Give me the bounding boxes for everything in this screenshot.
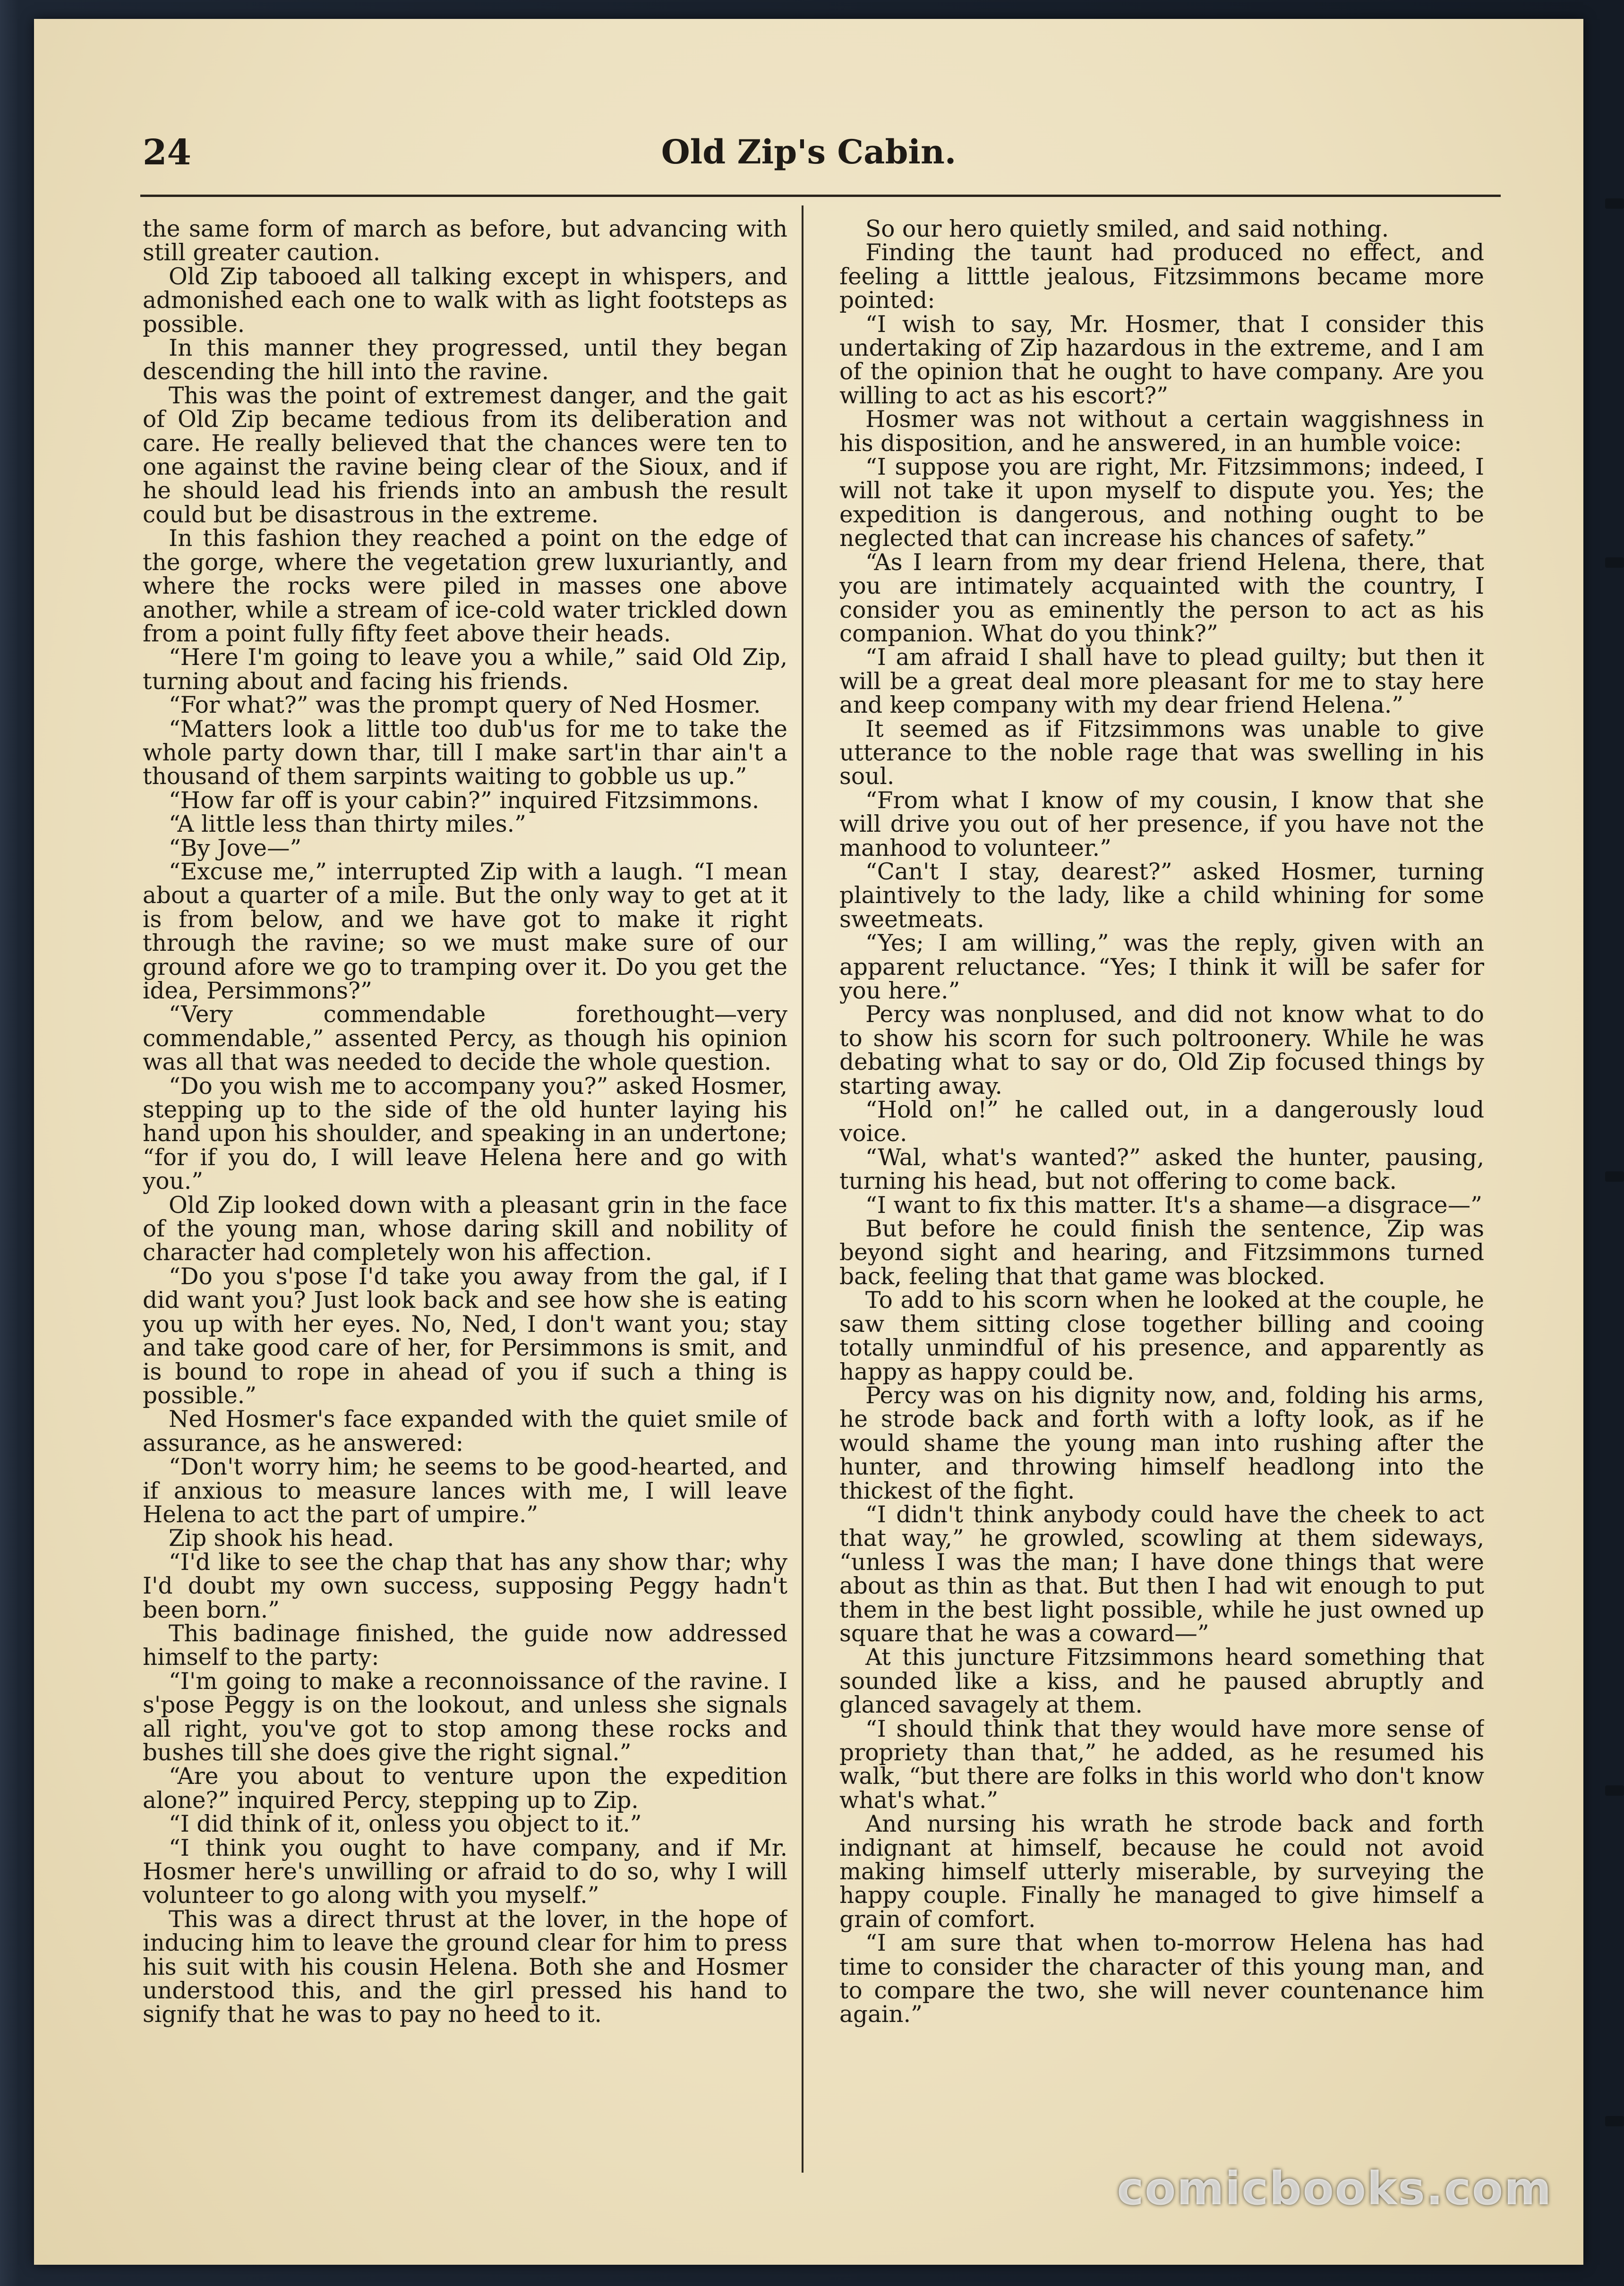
paragraph: “I should think that they would have more sense of propriety than that,” he added, as he resumed his walk, “but there are folks in this world who don't know what's what.” [839,1715,1484,1814]
watermark-logo: comicbooks.com [1117,2162,1552,2215]
paragraph: Ned Hosmer's face expanded with the quiet smile of assurance, as he answered: [143,1406,787,1457]
paragraph: “Here I'm going to leave you a while,” said Old Zip, turning about and facing his friends. [143,644,787,695]
paragraph: “Very commendable forethought—very commendable,” assented Percy, as though his opinion was all that was needed to decide the whole question. [143,1001,787,1076]
paragraph: “Can't I stay, dearest?” asked Hosmer, turning plaintively to the lady, like a child whining for some sweetmeats. [839,858,1484,933]
paragraph: “How far off is your cabin?” inquired Fitzsimmons. [169,787,760,814]
paragraph: “Are you about to venture upon the expedition alone?” inquired Percy, stepping up to Zip. [143,1763,787,1814]
paragraph: In this fashion they reached a point on the edge of the gorge, where the vegetation grew luxuriantly, and where the rocks were piled in masses one above another, while a stream of ice-cold water trickled down from a point fully fifty feet above their heads. [143,525,787,647]
paragraph: This was the point of extremest danger, and the gait of Old Zip became tedious from its deliberation and care. He really believed that the chances were ten to one against the ravine being clear of the Sioux, and if he should lead his friends into an ambush the result could but be disastrous in the extreme. [143,382,787,528]
paragraph: “I am afraid I shall have to plead guilty; but then it will be a great deal more pleasant for me to stay here and keep company with my dear friend Helena.” [839,644,1484,719]
paragraph: To add to his scorn when he looked at the couple, he saw them sitting close together billing and cooing totally unmindful of his presence, and apparently as happy as happy could be. [839,1287,1484,1385]
paragraph: “Hold on!” he called out, in a dangerously loud voice. [839,1097,1484,1147]
paragraph: In this manner they progressed, until they began descending the hill into the ravine. [143,335,787,385]
paragraph: “Matters look a little too dub'us for me to take the whole party down thar, till I make sart'in thar ain't a thousand of them sarpints waiting to gobble us up.” [143,716,787,790]
right-text-column [839,217,1484,2173]
left-text-column [143,217,787,2173]
paragraph: “By Jove—” [169,835,302,862]
paragraph: This badinage finished, the guide now addressed himself to the party: [143,1620,787,1671]
paragraph: Finding the taunt had produced no effect, and feeling a litttle jealous, Fitzsimmons became more pointed: [839,239,1484,314]
running-title: Old Zip's Cabin. [661,132,957,171]
binding-mark [1605,557,1624,568]
paragraph: So our hero quietly smiled, and said nothing. [865,217,1389,242]
paragraph: “Wal, what's wanted?” asked the hunter, pausing, turning his head, but not offering to come back. [839,1144,1484,1195]
paragraph: Old Zip tabooed all talking except in whispers, and admonished each one to walk with as light footsteps as possible. [143,263,787,338]
binding-mark [1605,2116,1624,2126]
paragraph: “I'm going to make a reconnoissance of the ravine. I s'pose Peggy is on the lookout, and unless she signals all right, you've got to stop among these rocks and bushes till she does give the right signal.” [143,1668,787,1766]
paragraph: “I suppose you are right, Mr. Fitzsimmons; indeed, I will not take it upon myself to dispute you. Yes; the expedition is dangerous, and nothing ought to be neglected that can increase his chances of safety.” [839,454,1484,552]
paragraph: Percy was nonplused, and did not know what to do to show his scorn for such poltroonery. While he was debating what to say or do, Old Zip focused things by starting away. [839,1001,1484,1100]
paragraph: “I want to fix this matter. It's a shame—a disgrace—” [865,1192,1482,1219]
paragraph: “From what I know of my cousin, I know that she will drive you out of her presence, if you have not the manhood to volunteer.” [839,787,1484,862]
paragraph: “Yes; I am willing,” was the reply, given with an apparent reluctance. “Yes; I think it will be safer for you here.” [839,930,1484,1004]
paragraph: “As I learn from my dear friend Helena, there, that you are intimately acquainted with the country, I consider you as eminently the person to act as his companion. What do you think?” [839,549,1484,647]
paragraph: Zip shook his head. [169,1525,394,1552]
paragraph: “I'd like to see the chap that has any show thar; why I'd doubt my own success, supposing Peggy hadn't been born.” [143,1549,787,1623]
paragraph: “I am sure that when to-morrow Helena has had time to consider the character of this young man, and to compare the two, she will never countenance him again.” [839,1930,1484,2028]
paragraph: At this juncture Fitzsimmons heard something that sounded like a kiss, and he paused abruptly and glanced savagely at them. [839,1644,1484,1719]
paragraph: the same form of march as before, but advancing with still greater caution. [143,217,787,266]
book-page [34,19,1583,2265]
page-number: 24 [143,132,191,173]
binding-mark [1605,1171,1624,1182]
paragraph: “For what?” was the prompt query of Ned Hosmer. [169,692,761,719]
paragraph: “I wish to say, Mr. Hosmer, that I consider this undertaking of Zip hazardous in the extreme, and I am of the opinion that he ought to have company. Are you willing to act as his escort?” [839,311,1484,409]
paragraph: But before he could finish the sentence, Zip was beyond sight and hearing, and Fitzsimmons turned back, feeling that that game was blocked. [839,1216,1484,1290]
paragraph: This was a direct thrust at the lover, in the hope of inducing him to leave the ground clear for him to press his suit with his cousin Helena. Both she and Hosmer understood this, and the girl pressed his hand to signify that he was to pay no heed to it. [143,1906,787,2028]
paragraph: And nursing his wrath he strode back and forth indignant at himself, because he could not avoid making himself utterly miserable, by surveying the happy couple. Finally he managed to give himself a grain of comfort. [839,1811,1484,1933]
paragraph: “I did think of it, onless you object to it.” [169,1811,642,1838]
column-divider [802,205,803,2173]
paragraph: It seemed as if Fitzsimmons was unable to give utterance to the noble rage that was swelling in his soul. [839,716,1484,790]
paragraph: “Don't worry him; he seems to be good-hearted, and if anxious to measure lances with me, I will leave Helena to act the part of umpire.” [143,1454,787,1528]
paragraph: “Do you s'pose I'd take you away from the gal, if I did want you? Just look back and see how she is eating you up with her eyes. No, Ned, I don't want you; stay and take good care of her, for Persimmons is smit, and is bound to rope in ahead of you if such a thing is possible.” [143,1263,787,1409]
binding-mark [1605,1785,1624,1796]
paragraph: Percy was on his dignity now, and, folding his arms, he strode back and forth with a lofty look, as if he would shame the young man into rushing after the hunter, and throwing himself headlong into the thickest of the fight. [839,1382,1484,1504]
paragraph: Old Zip looked down with a pleasant grin in the face of the young man, whose daring skill and nobility of character had completely won his affection. [143,1192,787,1266]
paragraph: Hosmer was not without a certain waggishness in his disposition, and he answered, in an humble voice: [839,406,1484,457]
header-rule [140,195,1501,197]
paragraph: “Do you wish me to accompany you?” asked Hosmer, stepping up to the side of the old hunter laying his hand upon his shoulder, and speaking in an undertone; “for if you do, I will leave Helena here and go with you.” [143,1073,787,1195]
paragraph: “A little less than thirty miles.” [169,811,526,838]
paragraph: “I think you ought to have company, and if Mr. Hosmer here's unwilling or afraid to do so, why I will volunteer to go along with you myself.” [143,1834,787,1909]
binding-mark [1605,198,1624,209]
paragraph: “Excuse me,” interrupted Zip with a laugh. “I mean about a quarter of a mile. But the only way to get at it is from below, and we have got to make it right through the ravine; so we must make sure of our ground afore we go to tramping over it. Do you get the idea, Persimmons?” [143,858,787,1004]
paragraph: “I didn't think anybody could have the cheek to act that way,” he growled, scowling at them sideways, “unless I was the man; I have done things that were about as thin as that. But then I had wit enough to put them in the best light possible, while he just owned up square that he was a coward—” [839,1501,1484,1647]
